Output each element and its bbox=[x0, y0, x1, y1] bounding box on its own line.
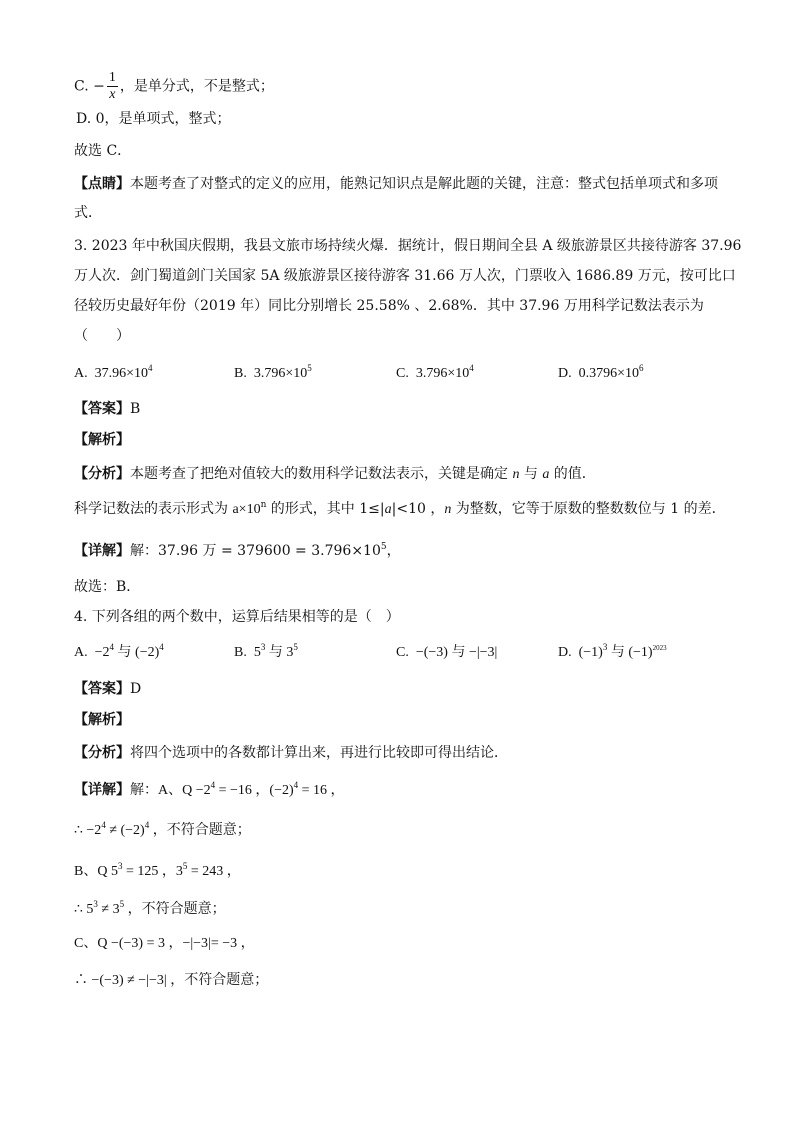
q4-fenxi: 【分析】将四个选项中的各数都计算出来，再进行比较即可得出结论． bbox=[74, 745, 508, 761]
q4-jiexi: 【解析】 bbox=[74, 712, 130, 728]
q2-choice: 故选 C． bbox=[74, 143, 132, 159]
q4-step-a-conclusion: ∴ $-2^4 \ne (-2)^4$ ，不符合题意； bbox=[74, 820, 251, 838]
q2-dianjing-cont: 式． bbox=[74, 205, 102, 221]
q4-option-b[interactable]: B. $5^3$ 与 $3^5$ bbox=[234, 642, 298, 660]
q3-option-b[interactable]: B. $3.796\times 10^5$ bbox=[234, 363, 312, 381]
q3-jiexi: 【解析】 bbox=[74, 432, 130, 448]
q4-step-a: 【详解】解：A、$Q -2^4 = -16$ ，$(-2)^4 = 16$ ， bbox=[74, 780, 345, 798]
q2-dianjing: 【点睛】本题考查了对整式的定义的应用，能熟记知识点是解此题的关键，注意：整式包括单项式和多项 bbox=[74, 176, 718, 192]
q4-option-c[interactable]: C. −(−3) 与 −|−3| bbox=[396, 645, 498, 660]
q3-stem-line1: 3. 2023 年中秋国庆假期，我县文旅市场持续火爆．据统计，假日期间全县 A 级旅游景区共接待游客 37.96 bbox=[74, 238, 742, 254]
q4-stem: 4. 下列各组的两个数中，运算后结果相等的是（ ） bbox=[74, 609, 400, 625]
q3-fenxi: 【分析】本题考查了把绝对值较大的数用科学记数法表示，关键是确定 n 与 a 的值． bbox=[74, 466, 596, 482]
q2-option-d-line: D. 0，是单项式，整式； bbox=[76, 111, 231, 127]
q2-c-suffix: ，是单分式，不是整式； bbox=[119, 78, 274, 95]
q2-c-prefix: C. − bbox=[74, 78, 105, 95]
q3-answer: 【答案】B bbox=[74, 401, 141, 417]
q3-rule: 科学记数法的表示形式为 $a\times 10^n$ 的形式，其中 1≤|a|<10 ，n 为整数，它等于原数的整数数位与 1 的差． bbox=[74, 500, 726, 517]
q3-stem-line4: （ ） bbox=[74, 328, 130, 344]
q3-option-d[interactable]: D. $0.3796\times 10^6$ bbox=[558, 363, 644, 381]
q3-option-a[interactable]: A. $37.96\times 10^4$ bbox=[74, 363, 153, 381]
q4-answer: 【答案】D bbox=[74, 681, 142, 697]
q4-option-a[interactable]: A. $-2^4$ 与 $(-2)^4$ bbox=[74, 642, 164, 660]
q3-stem-line3: 径较历史最好年份（2019 年）同比分别增长 25.58% 、2.68%．其中 37.96 万用科学记数法表示为 bbox=[74, 298, 704, 314]
q3-stem-line2: 万人次．剑门蜀道剑门关国家 5A 级旅游景区接待游客 31.66 万人次，门票收入 1686.89 万元，按可比口 bbox=[74, 268, 736, 284]
q4-option-d[interactable]: D. $(-1)^3$ 与 $(-1)^{2023}$ bbox=[558, 642, 667, 660]
q3-xiangjie: 【详解】解：37.96 万 = $379600 = 3.796\times 10^5$， bbox=[74, 542, 401, 559]
q3-option-c[interactable]: C. $3.796\times 10^4$ bbox=[396, 363, 474, 381]
q4-step-b-conclusion: ∴ $5^3 \ne 3^5$ ，不符合题意； bbox=[74, 899, 226, 917]
q2-option-c-line bbox=[74, 70, 274, 103]
q4-step-c-conclusion: ∴ −(−3) ≠ −|−3| ，不符合题意； bbox=[74, 973, 269, 988]
fraction-one-over-x: $\frac{1}{x}$ bbox=[108, 70, 116, 102]
q3-choice: 故选：B． bbox=[74, 579, 141, 595]
q4-step-c: C、Q −(−3) = 3 ，−|−3|= −3 ， bbox=[74, 936, 255, 951]
q4-step-b: B、Q $5^3 = 125$ ，$3^5 = 243$ ， bbox=[74, 861, 241, 879]
